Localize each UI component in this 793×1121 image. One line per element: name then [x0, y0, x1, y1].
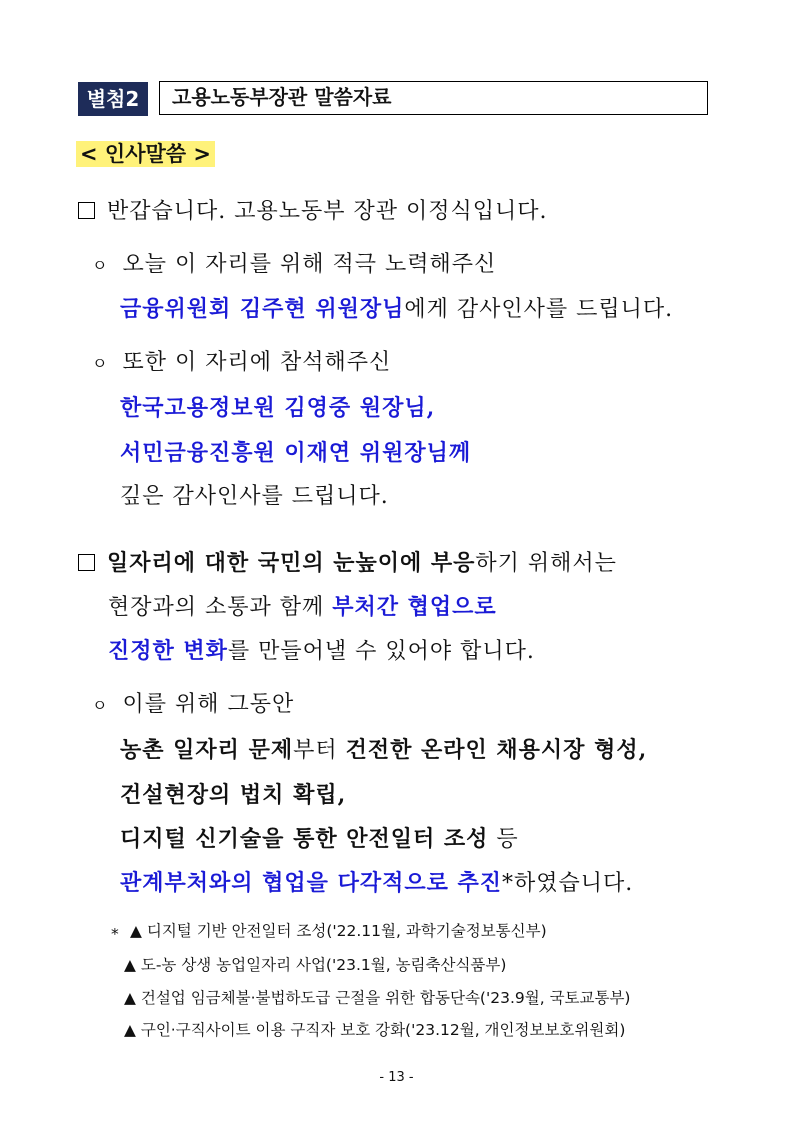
footnote-item: ▲ 건설업 임금체불·불법하도급 근절을 위한 합동단속('23.9월, 국토교통부): [124, 989, 631, 1007]
p4-line1: ㅇ 이를 위해 그동안: [92, 692, 295, 717]
p1-line2: 금융위원회 김주현 위원장님에게 감사인사를 드립니다.: [120, 296, 674, 322]
p2-line2: 한국고용정보원 김영중 원장님,: [120, 395, 436, 421]
circle-bullet-icon: ㅇ: [92, 696, 109, 715]
section-title: < 인사말씀 >: [76, 141, 215, 167]
document-title: 고용노동부장관 말씀자료: [159, 81, 708, 115]
p4-line5: 관계부처와의 협업을 다각적으로 추진*하였습니다.: [120, 870, 634, 896]
page-number: - 13 -: [379, 1070, 414, 1085]
circle-bullet-icon: ㅇ: [92, 256, 109, 275]
greeting-line: 반갑습니다. 고용노동부 장관 이정식입니다.: [78, 197, 548, 227]
p4-line4: 디지털 신기술을 통한 안전일터 조성 등: [120, 826, 519, 852]
square-bullet-icon: [78, 202, 95, 219]
p2-line1: ㅇ 또한 이 자리에 참석해주신: [92, 350, 392, 375]
attachment-tag: 별첨2: [78, 82, 148, 116]
p3-line1: 일자리에 대한 국민의 눈높이에 부응하기 위해서는: [78, 548, 617, 579]
p3-line3: 진정한 변화를 만들어낼 수 있어야 합니다.: [108, 638, 535, 664]
footnote-item: ▲ 구인·구직사이트 이용 구직자 보호 강화('23.12월, 개인정보보호위원회): [124, 1021, 626, 1039]
p4-line2: 농촌 일자리 문제부터 건전한 온라인 채용시장 형성,: [120, 737, 648, 763]
p1-line1: ㅇ 오늘 이 자리를 위해 적극 노력해주신: [92, 252, 497, 277]
p3-line2: 현장과의 소통과 함께 부처간 협업으로: [108, 594, 497, 620]
footnote-item: ▲ 디지털 기반 안전일터 조성('22.11월, 과학기술정보통신부): [130, 922, 547, 940]
square-bullet-icon: [78, 554, 95, 571]
footnote-item: ▲ 도-농 상생 농업일자리 사업('23.1월, 농림축산식품부): [124, 956, 507, 974]
p2-line3: 서민금융진흥원 이재연 위원장님께: [120, 440, 472, 466]
p4-line3: 건설현장의 법치 확립,: [120, 782, 347, 808]
p2-line4: 깊은 감사인사를 드립니다.: [120, 484, 389, 509]
footnote-star: *: [111, 925, 119, 943]
circle-bullet-icon: ㅇ: [92, 354, 109, 373]
